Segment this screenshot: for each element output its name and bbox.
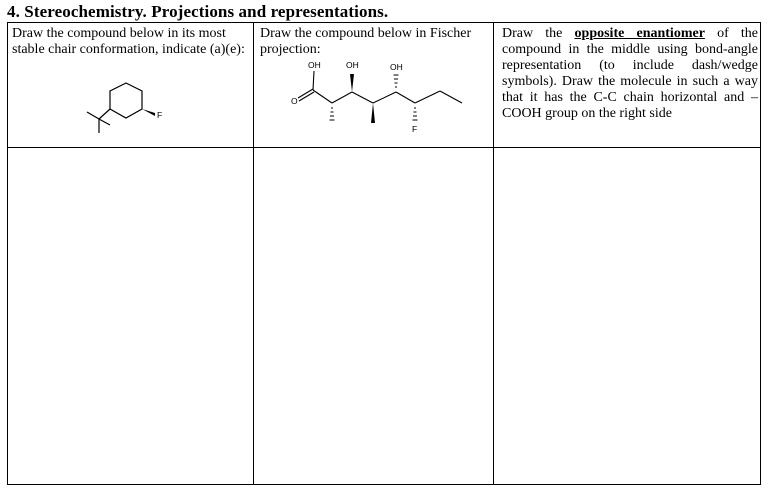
- hydroxyl-label-1: OH: [308, 60, 321, 70]
- fluorine-label-2: F: [412, 124, 418, 134]
- opposite-enantiomer-emphasis: opposite enantiomer: [574, 26, 705, 41]
- carbonyl-oxygen-label: O: [291, 96, 298, 106]
- question-heading: 4. Stereochemistry. Projections and representations.: [7, 2, 389, 21]
- chain-structure: [288, 58, 468, 148]
- hydroxyl-label-2: OH: [346, 60, 359, 70]
- answer-table: [7, 22, 761, 485]
- hydroxyl-label-3: OH: [390, 62, 403, 72]
- cyclohexane-structure: [78, 73, 188, 143]
- column-divider-1: [253, 23, 254, 484]
- column-divider-2: [493, 23, 494, 484]
- instruction-cell-3: [502, 26, 758, 122]
- instruction-cell-1: Draw the compound below in its most stable chair conformation, indicate (a)(e):: [12, 26, 245, 57]
- fluorine-label-1: F: [157, 110, 163, 120]
- instruction-3-lead: Draw the: [502, 26, 575, 41]
- instruction-3-rest: of the compound in the middle using bond-angle representation (to include dash/wedge symbols). Draw the molecule in such a way that it has the C-C chain horizontal and –COOH group on the right side: [502, 26, 759, 121]
- instruction-cell-2: Draw the compound below in Fischer projection:: [260, 26, 472, 57]
